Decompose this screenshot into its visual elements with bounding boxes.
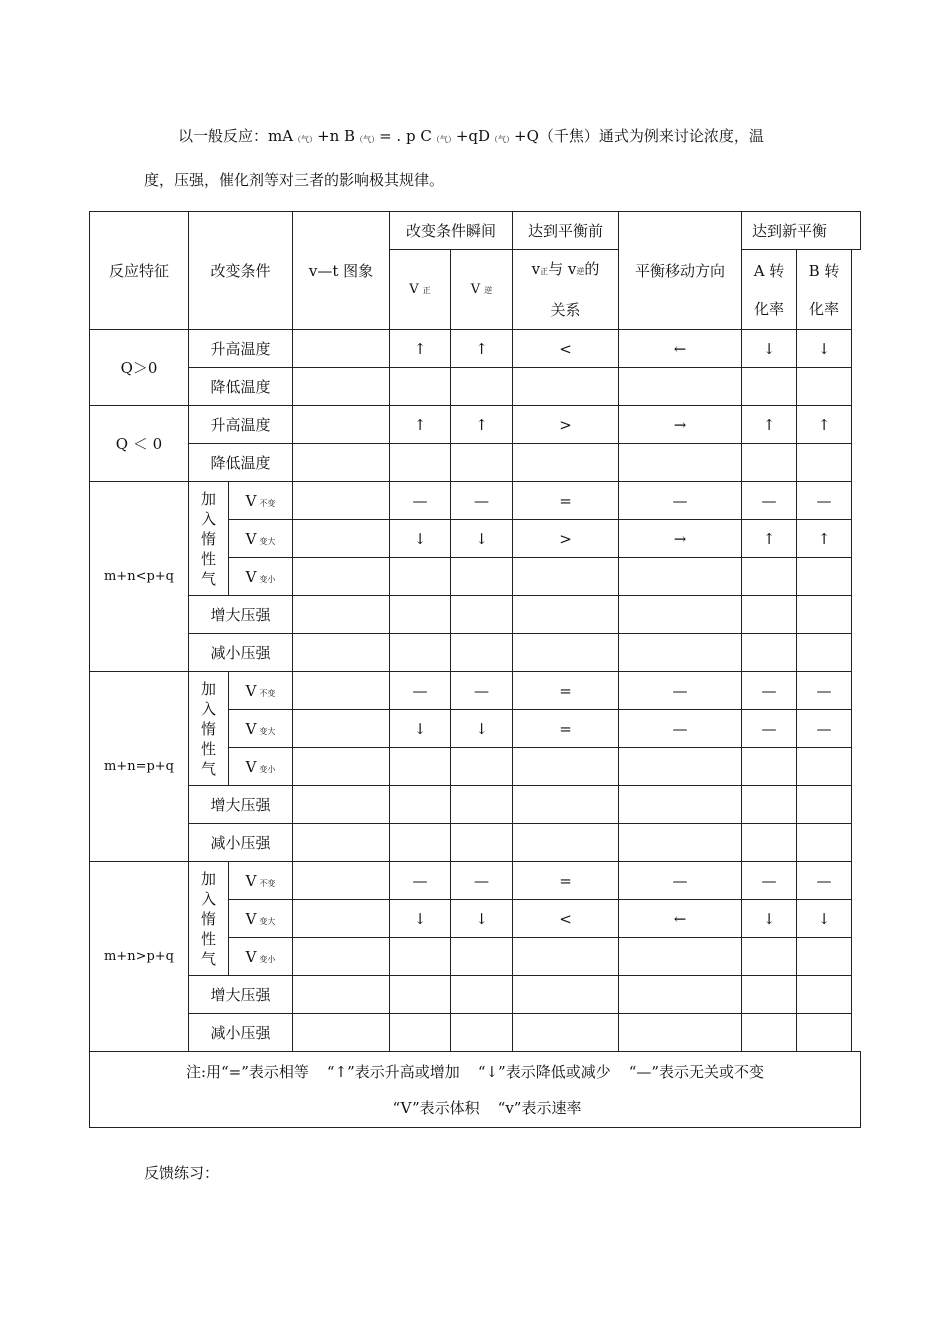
b-conversion-cell: ↓ (797, 900, 852, 938)
direction-cell: ← (619, 330, 742, 368)
vt-cell (293, 406, 390, 444)
relation-cell: = (513, 862, 619, 900)
empty-cell (852, 596, 861, 634)
empty-cell (852, 406, 861, 444)
intro-text: 以一般反应：mA (178, 127, 294, 145)
b-conversion-cell: ↓ (797, 330, 852, 368)
table-row (90, 634, 861, 672)
relation-cell (513, 558, 619, 596)
b-conversion-cell: — (797, 710, 852, 748)
direction-cell: — (619, 862, 742, 900)
v-reverse-cell (451, 558, 513, 596)
direction-cell (619, 634, 742, 672)
vt-cell (293, 368, 390, 406)
v-forward-cell: ↓ (390, 520, 451, 558)
empty-cell (852, 482, 861, 520)
vt-cell (293, 900, 390, 938)
v-reverse-cell: — (451, 862, 513, 900)
v-reverse-cell (451, 748, 513, 786)
b-conversion-cell: ↑ (797, 406, 852, 444)
table-row (90, 786, 861, 824)
a-conversion-cell (742, 1014, 797, 1052)
v-reverse-cell: ↓ (451, 520, 513, 558)
v-reverse-cell: — (451, 482, 513, 520)
v-reverse-cell: ↓ (451, 900, 513, 938)
empty-cell (852, 710, 861, 748)
volume-cell: V 变小 (229, 558, 293, 596)
v-reverse-cell (451, 976, 513, 1014)
feedback-heading: 反馈练习： (144, 1164, 220, 1182)
direction-cell: — (619, 710, 742, 748)
table-row (90, 672, 861, 710)
condition-cell: 升高温度 (189, 406, 293, 444)
v-reverse-cell (451, 634, 513, 672)
direction-cell (619, 558, 742, 596)
b-conversion-cell (797, 596, 852, 634)
vt-cell (293, 976, 390, 1014)
empty-cell (852, 444, 861, 482)
intro-text: +qD (455, 127, 491, 145)
b-conversion-cell: — (797, 672, 852, 710)
v-reverse-cell (451, 786, 513, 824)
subscript-gas: （气） (355, 135, 380, 144)
relation-cell (513, 824, 619, 862)
legend-note (90, 1052, 861, 1128)
volume-cell: V 不变 (229, 862, 293, 900)
a-conversion-cell (742, 596, 797, 634)
feature-cell: m+n<p+q (90, 482, 189, 672)
b-conversion-cell (797, 368, 852, 406)
direction-cell (619, 748, 742, 786)
header-a-conversion: A 转 化率 (742, 250, 797, 330)
direction-cell: — (619, 672, 742, 710)
empty-cell (852, 634, 861, 672)
v-forward-cell (390, 938, 451, 976)
table-row (90, 976, 861, 1014)
relation-cell (513, 786, 619, 824)
condition-cell: 减小压强 (189, 1014, 293, 1052)
v-forward-cell (390, 1014, 451, 1052)
direction-cell (619, 786, 742, 824)
relation-cell (513, 634, 619, 672)
v-reverse-cell (451, 596, 513, 634)
vt-cell (293, 862, 390, 900)
inert-gas-label: 加 入 惰 性 气 (189, 862, 229, 976)
v-forward-cell (390, 786, 451, 824)
condition-cell: 降低温度 (189, 444, 293, 482)
relation-cell: = (513, 672, 619, 710)
table-row (90, 1014, 861, 1052)
direction-cell (619, 368, 742, 406)
direction-cell (619, 444, 742, 482)
relation-cell (513, 938, 619, 976)
header-v-forward: V 正 (390, 250, 451, 330)
a-conversion-cell (742, 634, 797, 672)
vt-cell (293, 520, 390, 558)
a-conversion-cell: ↓ (742, 330, 797, 368)
direction-cell: — (619, 482, 742, 520)
a-conversion-cell: ↑ (742, 406, 797, 444)
a-conversion-cell (742, 976, 797, 1014)
v-forward-cell (390, 748, 451, 786)
vt-cell (293, 558, 390, 596)
b-conversion-cell: — (797, 862, 852, 900)
equilibrium-table (89, 211, 861, 1128)
vt-cell (293, 444, 390, 482)
a-conversion-cell: ↓ (742, 900, 797, 938)
a-conversion-cell: — (742, 862, 797, 900)
direction-cell (619, 938, 742, 976)
relation-cell: < (513, 900, 619, 938)
header-b-conversion: B 转 化率 (797, 250, 852, 330)
header-direction: 平衡移动方向 (619, 212, 742, 330)
empty-cell (852, 786, 861, 824)
feature-cell: Q＞0 (90, 330, 189, 406)
b-conversion-cell (797, 558, 852, 596)
inert-gas-label: 加 入 惰 性 气 (189, 482, 229, 596)
v-forward-cell: ↑ (390, 406, 451, 444)
v-forward-cell (390, 444, 451, 482)
subscript-gas: （气） (490, 135, 515, 144)
relation-cell: > (513, 406, 619, 444)
header-new-equilibrium: 达到新平衡 (742, 212, 861, 250)
b-conversion-cell (797, 938, 852, 976)
v-forward-cell (390, 596, 451, 634)
vt-cell (293, 596, 390, 634)
relation-cell (513, 748, 619, 786)
v-reverse-cell: ↓ (451, 710, 513, 748)
empty-cell (852, 862, 861, 900)
empty-cell (852, 520, 861, 558)
b-conversion-cell (797, 1014, 852, 1052)
note-row (90, 1052, 861, 1128)
relation-cell (513, 596, 619, 634)
a-conversion-cell (742, 824, 797, 862)
v-reverse-cell (451, 444, 513, 482)
b-conversion-cell (797, 786, 852, 824)
vt-cell (293, 710, 390, 748)
v-forward-cell: ↓ (390, 710, 451, 748)
table-row (90, 824, 861, 862)
feature-cell: m+n=p+q (90, 672, 189, 862)
b-conversion-cell (797, 976, 852, 1014)
condition-cell: 减小压强 (189, 824, 293, 862)
relation-cell (513, 444, 619, 482)
v-forward-cell: — (390, 482, 451, 520)
header-vt: v—t 图象 (293, 212, 390, 330)
a-conversion-cell: ↑ (742, 520, 797, 558)
v-reverse-cell: — (451, 672, 513, 710)
header-before: 达到平衡前 (513, 212, 619, 250)
a-conversion-cell (742, 786, 797, 824)
feature-cell: Q ＜ 0 (90, 406, 189, 482)
header-row-1 (90, 212, 861, 250)
relation-cell (513, 976, 619, 1014)
b-conversion-cell: — (797, 482, 852, 520)
header-feature: 反应特征 (90, 212, 189, 330)
condition-cell: 减小压强 (189, 634, 293, 672)
relation-cell: > (513, 520, 619, 558)
b-conversion-cell (797, 444, 852, 482)
condition-cell: 降低温度 (189, 368, 293, 406)
empty-cell (852, 368, 861, 406)
direction-cell: → (619, 406, 742, 444)
direction-cell (619, 1014, 742, 1052)
direction-cell (619, 976, 742, 1014)
b-conversion-cell (797, 748, 852, 786)
table-row (90, 444, 861, 482)
vt-cell (293, 330, 390, 368)
feature-cell: m+n>p+q (90, 862, 189, 1052)
empty-cell (852, 748, 861, 786)
condition-cell: 增大压强 (189, 976, 293, 1014)
vt-cell (293, 748, 390, 786)
a-conversion-cell (742, 368, 797, 406)
empty-cell (852, 672, 861, 710)
volume-cell: V 变大 (229, 710, 293, 748)
v-forward-cell: ↓ (390, 900, 451, 938)
v-forward-cell (390, 976, 451, 1014)
relation-cell: = (513, 482, 619, 520)
a-conversion-cell (742, 444, 797, 482)
volume-cell: V 变小 (229, 938, 293, 976)
note-line-2: “V”表示体积 “v”表示速率 (392, 1098, 582, 1117)
v-reverse-cell (451, 368, 513, 406)
b-conversion-cell (797, 824, 852, 862)
v-reverse-cell (451, 1014, 513, 1052)
v-forward-cell (390, 368, 451, 406)
empty-cell (852, 330, 861, 368)
condition-cell: 增大压强 (189, 786, 293, 824)
intro-text: +Q（千焦）通式为例来讨论浓度，温 (514, 127, 764, 145)
header-v-reverse: V 逆 (451, 250, 513, 330)
intro-line-2: 度，压强，催化剂等对三者的影响极其规律。 (144, 171, 445, 189)
vt-cell (293, 786, 390, 824)
direction-cell: ← (619, 900, 742, 938)
empty-cell (852, 558, 861, 596)
intro-line-1 (178, 126, 764, 150)
v-reverse-cell: ↑ (451, 330, 513, 368)
a-conversion-cell (742, 938, 797, 976)
relation-cell: < (513, 330, 619, 368)
inert-gas-label: 加 入 惰 性 气 (189, 672, 229, 786)
table-row (90, 330, 861, 368)
relation-cell (513, 1014, 619, 1052)
v-forward-cell: — (390, 672, 451, 710)
volume-cell: V 变大 (229, 520, 293, 558)
direction-cell (619, 824, 742, 862)
vt-cell (293, 672, 390, 710)
b-conversion-cell: ↑ (797, 520, 852, 558)
header-instant: 改变条件瞬间 (390, 212, 513, 250)
v-forward-cell (390, 634, 451, 672)
v-forward-cell: — (390, 862, 451, 900)
table-row (90, 596, 861, 634)
b-conversion-cell (797, 634, 852, 672)
table-row (90, 482, 861, 520)
direction-cell (619, 596, 742, 634)
a-conversion-cell: — (742, 482, 797, 520)
v-reverse-cell (451, 824, 513, 862)
volume-cell: V 不变 (229, 482, 293, 520)
intro-text: = . p C (379, 127, 432, 145)
table-row (90, 862, 861, 900)
condition-cell: 升高温度 (189, 330, 293, 368)
empty-cell (852, 250, 861, 330)
a-conversion-cell (742, 748, 797, 786)
direction-cell: → (619, 520, 742, 558)
table-row (90, 368, 861, 406)
v-reverse-cell: ↑ (451, 406, 513, 444)
table-row (90, 406, 861, 444)
v-forward-cell: ↑ (390, 330, 451, 368)
vt-cell (293, 634, 390, 672)
v-forward-cell (390, 824, 451, 862)
intro-text: +n B (317, 127, 356, 145)
a-conversion-cell: — (742, 672, 797, 710)
empty-cell (852, 976, 861, 1014)
note-line-1: 注:用“=”表示相等 “↑”表示升高或增加 “↓”表示降低或减少 “—”表示无关或不变 (185, 1062, 765, 1081)
header-relation: v正与 v逆的 关系 (513, 250, 619, 330)
relation-cell (513, 368, 619, 406)
a-conversion-cell (742, 558, 797, 596)
subscript-gas: （气） (293, 135, 318, 144)
relation-cell: = (513, 710, 619, 748)
condition-cell: 增大压强 (189, 596, 293, 634)
volume-cell: V 不变 (229, 672, 293, 710)
vt-cell (293, 938, 390, 976)
v-forward-cell (390, 558, 451, 596)
empty-cell (852, 900, 861, 938)
vt-cell (293, 824, 390, 862)
v-reverse-cell (451, 938, 513, 976)
empty-cell (852, 1014, 861, 1052)
volume-cell: V 变小 (229, 748, 293, 786)
empty-cell (852, 938, 861, 976)
subscript-gas: （气） (431, 135, 456, 144)
a-conversion-cell: — (742, 710, 797, 748)
vt-cell (293, 1014, 390, 1052)
volume-cell: V 变大 (229, 900, 293, 938)
header-condition: 改变条件 (189, 212, 293, 330)
empty-cell (852, 824, 861, 862)
vt-cell (293, 482, 390, 520)
